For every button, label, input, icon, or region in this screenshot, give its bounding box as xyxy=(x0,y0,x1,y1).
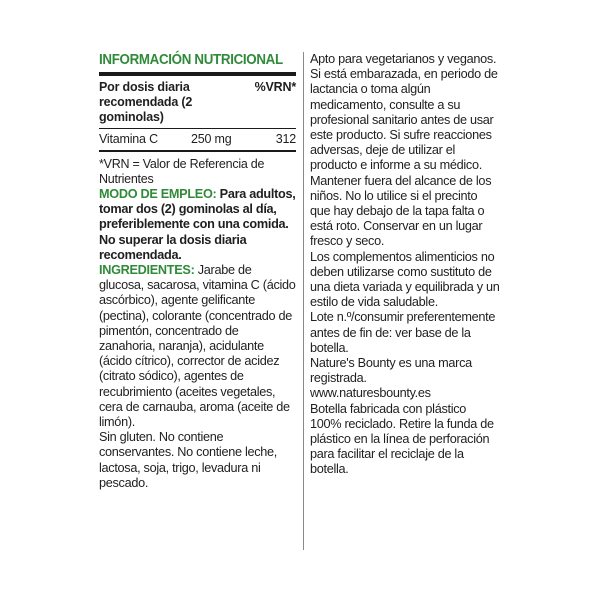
nutrition-table-header xyxy=(99,76,296,129)
supplements-notice: Los complementos alimenticios no deben utilizarse como sustituto de una dieta variada y equilibrada y un estilo de vida saludable. xyxy=(310,249,500,310)
pregnancy-warning: Si está embarazada, en periodo de lactancia o toma algún medicamento, consulte a su profesional sanitario antes de usar este producto. Si sufre reacciones adversas, deje de utilizar el producto e informe a su médico. xyxy=(310,67,498,173)
ingredients-text: Jarabe de glucosa, sacarosa, vitamina C (ácido ascórbico), agente gelificante (pectina), colorante (concentrado de pimentón, concentrado de zanahoria, naranja), acidulante (ácido cítrico), corrector de acidez (citrato sódico), agentes de recubrimiento (aceites vegetales, cera de carnauba, aroma (aceite de limón). xyxy=(99,263,296,430)
nutrition-table xyxy=(99,72,296,152)
usage-heading: MODO DE EMPLEO: xyxy=(99,187,217,201)
nutrition-header-dose: Por dosis diaria recomendada (2 gominolas) xyxy=(99,80,193,124)
ingredients-heading: INGREDIENTES: xyxy=(99,263,195,278)
website-text: www.naturesbounty.es xyxy=(310,386,431,401)
recycling-info: Botella fabricada con plástico 100% reciclado. Retire la funda de plástico en la línea de perforación para facilitar el reciclaje de la botella. xyxy=(310,401,494,477)
left-column xyxy=(99,52,296,491)
nutrient-name: Vitamina C xyxy=(99,132,158,146)
brand-notice: Nature's Bounty es una marca registrada. xyxy=(310,356,472,386)
column-divider xyxy=(303,52,304,550)
nutrition-header-vrn: %VRN* xyxy=(254,80,296,94)
storage-warning: Mantener fuera del alcance de los niños. No lo utilice si el precinto que hay debajo de la tapa falta o está roto. Conservar en un lugar fresco y seco. xyxy=(310,173,492,249)
usage-text: Para adultos, tomar dos (2) gominolas al día, preferiblemente con una comida. No superar la dosis diaria recomendada. xyxy=(99,187,296,262)
nutrition-title: INFORMACIÓN NUTRICIONAL xyxy=(99,52,283,68)
nutrient-vrn: 312 xyxy=(275,132,296,146)
vegan-text: Apto para vegetarianos y veganos. xyxy=(310,52,497,66)
right-column xyxy=(310,52,500,478)
nutrition-row xyxy=(99,129,296,150)
product-label xyxy=(99,52,499,552)
usage-block xyxy=(99,187,296,263)
nutrient-amount: 250 mg xyxy=(191,132,232,146)
allergens-text: Sin gluten. No contiene conservantes. No contiene leche, lactosa, soja, trigo, levadura ni pescado. xyxy=(99,430,278,490)
vrn-footnote: *VRN = Valor de Referencia de Nutrientes xyxy=(99,157,265,186)
lot-info: Lote n.º/consumir preferentemente antes de fin de: ver base de la botella. xyxy=(310,310,496,355)
ingredients-block xyxy=(99,263,296,430)
